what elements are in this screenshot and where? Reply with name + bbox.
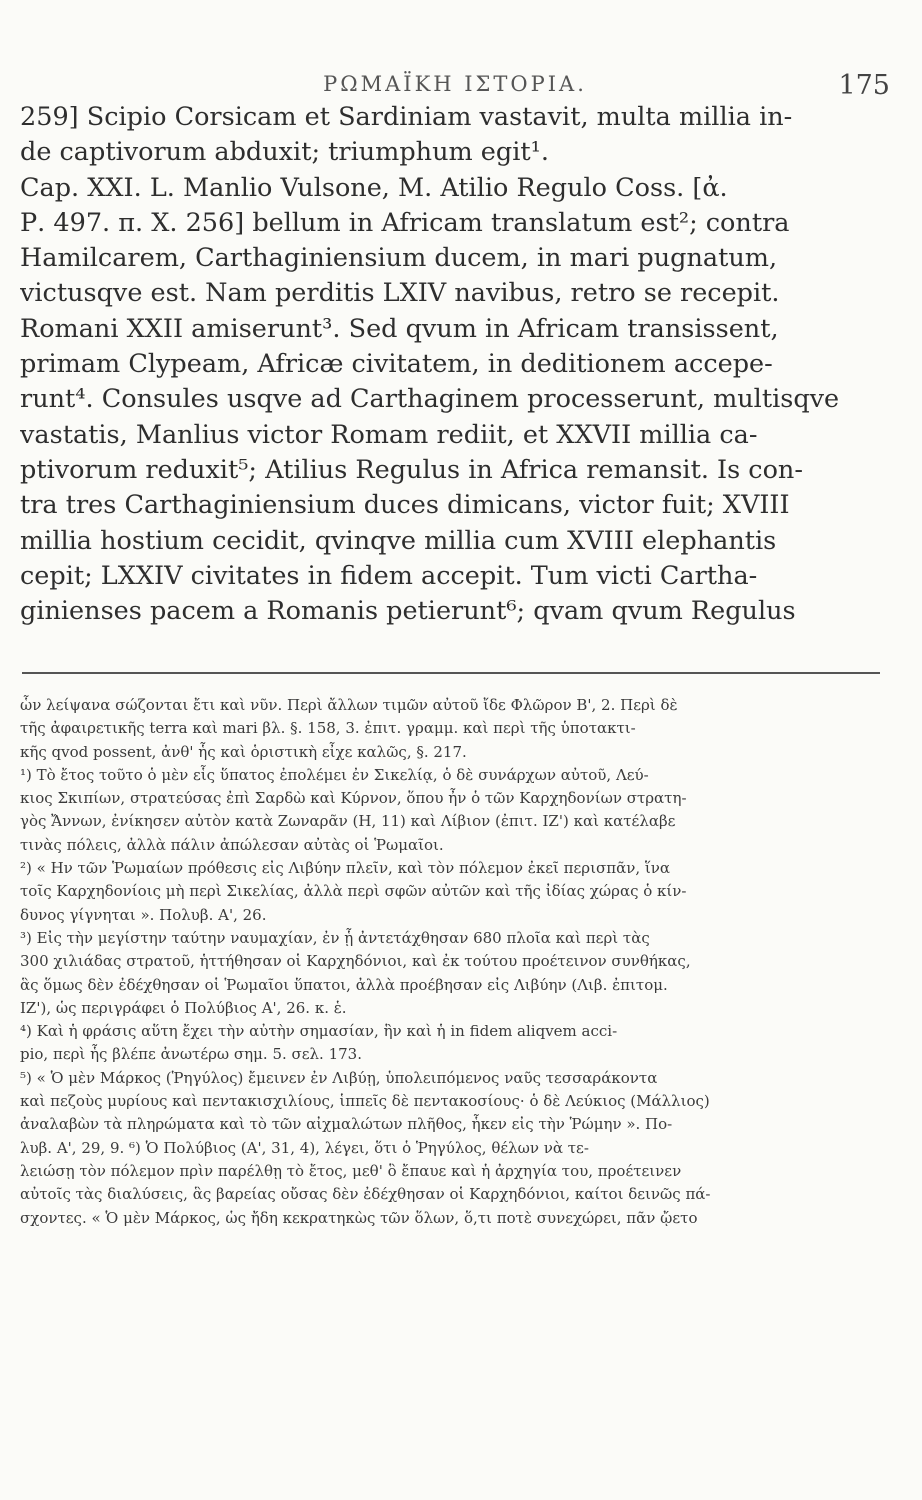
footnote-line: ⁵) « Ὁ μὲν Μάρκος (Ῥηγύλος) ἔμεινεν ἐν Λιβύῃ, ὑπολειπόμενος ναῦς τεσσαράκοντα [20,1068,658,1087]
footnote-line: ²) « Ην τῶν Ῥωμαίων πρόθεσις εἰς Λιβύην πλεῖν, καὶ τὸν πόλεμον ἐκεῖ περισπᾶν, ἵνα [20,859,670,878]
text-line: millia hostium cecidit, qvinqve millia cum XVIII elephantis [20,525,777,556]
text-line: de captivorum abduxit; triumphum egit¹. [20,137,549,168]
footnote-line: 300 χιλιάδας στρατοῦ, ἡττήθησαν οἱ Καρχηδόνιοι, καὶ ἐκ τούτου προέτεινον συνθήκας, [20,952,691,971]
text-line: Cap. XXI. L. Manlio Vulsone, M. Atilio Regulo Coss. [ἀ. [20,172,728,203]
text-line: runt⁴. Consules usqve ad Carthaginem processerunt, multisqve [20,384,840,415]
text-line: cepit; LXXIV civitates in fidem accepit. Tum victi Cartha- [20,560,758,591]
footnote-line: τῆς ἀφαιρετικῆς terra καὶ mari βλ. §. 158, 3. ἐπιτ. γραμμ. καὶ περὶ τῆς ὑποτακτι- [20,719,636,738]
text-line: 259] Scipio Corsicam et Sardiniam vastavit, multa millia in- [20,102,793,132]
text-line: Hamilcarem, Carthaginiensium ducem, in mari pugnatum, [20,243,778,274]
text-line: ginienses pacem a Romanis petierunt⁶; qvam qvum Regulus [20,596,796,627]
footnote-line: δυνος γίγνηται ». Πολυβ. Α', 26. [20,905,267,924]
page-number: 175 [838,70,890,101]
footnote-line: pio, περὶ ἧς βλέπε ἀνωτέρω σημ. 5. σελ. 173. [20,1045,362,1064]
footnote-line: τινὰς πόλεις, ἀλλὰ πάλιν ἀπώλεσαν αὐτὰς οἱ Ῥωμαῖοι. [20,835,444,854]
footnote-line: καὶ πεζοὺς μυρίους καὶ πεντακισχιλίους, ἱππεῖς δὲ πεντακοσίους· ὁ δὲ Λεύκιος (Μάλλιος) [20,1092,710,1111]
footnote-line: ¹) Τὸ ἔτος τοῦτο ὁ μὲν εἷς ὕπατος ἐπολέμει ἐν Σικελίᾳ, ὁ δὲ συνάρχων αὐτοῦ, Λεύ- [20,765,649,784]
footnote-line: λυβ. Α', 29, 9. ⁶) Ὁ Πολύβιος (Α', 31, 4), λέγει, ὅτι ὁ Ῥηγύλος, θέλων νὰ τε- [20,1138,589,1157]
text-line: primam Clypeam, Africæ civitatem, in deditionem accepe- [20,349,773,380]
footnote-line: ὧν λείψανα σώζονται ἔτι καὶ νῦν. Περὶ ἄλλων τιμῶν αὐτοῦ ἴδε Φλῶρον Β', 2. Περὶ δὲ [20,696,678,714]
footnote-line: γὸς Ἄννων, ἐνίκησεν αὐτὸν κατὰ Ζωναρᾶν (Η, 11) καὶ Λίβιον (ἐπιτ. ΙΖ') καὶ κατέλαβε [20,812,676,831]
footnote-line: ἃς ὅμως δὲν ἐδέχθησαν οἱ Ῥωμαῖοι ὕπατοι, ἀλλὰ προέβησαν εἰς Λιβύην (Λιβ. ἐπιτομ. [20,975,668,994]
main-text [20,100,910,629]
footnote-line: αὐτοῖς τὰς διαλύσεις, ἃς βαρείας οὔσας δὲν ἐδέχθησαν οἱ Καρχηδόνιοι, καίτοι δεινῶς πά- [20,1185,711,1204]
footnote-line: λειώσῃ τὸν πόλεμον πρὶν παρέλθῃ τὸ ἔτος, μεθ' ὃ ἔπαυε καὶ ἡ ἀρχηγία του, προέτεινεν [20,1161,682,1180]
footnote-separator [22,672,880,674]
footnote-line: τοῖς Καρχηδονίοις μὴ περὶ Σικελίας, ἀλλὰ περὶ σφῶν αὐτῶν καὶ τῆς ἰδίας χώρας ὁ κίν- [20,882,687,901]
text-line: tra tres Carthaginiensium duces dimicans, victor fuit; XVIII [20,490,790,521]
footnote-line: ⁴) Καὶ ἡ φράσις αὕτη ἔχει τὴν αὐτὴν σημασίαν, ἣν καὶ ἡ in fidem aliqvem acci- [20,1022,618,1041]
footnote-line: κῆς qvod possent, ἀνθ' ἧς καὶ ὁριστικὴ εἶχε καλῶς, §. 217. [20,742,467,761]
text-line: victusqve est. Nam perditis LXIV navibus, retro se recepit. [20,278,780,309]
text-line: ptivorum reduxit⁵; Atilius Regulus in Africa remansit. Is con- [20,454,803,485]
footnote-line: κιος Σκιπίων, στρατεύσας ἐπὶ Σαρδὼ καὶ Κύρνον, ὅπου ἦν ὁ τῶν Καρχηδονίων στρατη- [20,789,687,808]
footnotes [20,694,900,1230]
footnote-line: ΙΖ'), ὡς περιγράφει ὁ Πολύβιος Α', 26. κ. ἑ. [20,998,347,1017]
text-line: Ρ. 497. π. Χ. 256] bellum in Africam translatum est²; contra [20,207,790,238]
running-title: ΡΩΜΑΪΚΗ ΙΣΤΟΡΙΑ. [323,72,587,96]
text-line: vastatis, Manlius victor Romam rediit, et XXVII millia ca- [20,419,758,450]
footnote-line: ἀναλαβὼν τὰ πληρώματα καὶ τὸ τῶν αἰχμαλώτων πλῆθος, ἧκεν εἰς τὴν Ῥώμην ». Πο- [20,1115,673,1134]
page-header [20,70,890,104]
text-line: Romani XXII amiserunt³. Sed qvum in Africam transissent, [20,313,779,344]
footnote-line: ³) Εἰς τὴν μεγίστην ταύτην ναυμαχίαν, ἐν ᾗ ἀντετάχθησαν 680 πλοῖα καὶ περὶ τὰς [20,928,650,947]
footnote-line: σχοντες. « Ὁ μὲν Μάρκος, ὡς ἤδη κεκρατηκὼς τῶν ὅλων, ὅ,τι ποτὲ συνεχώρει, πᾶν ᾤετο [20,1208,698,1227]
